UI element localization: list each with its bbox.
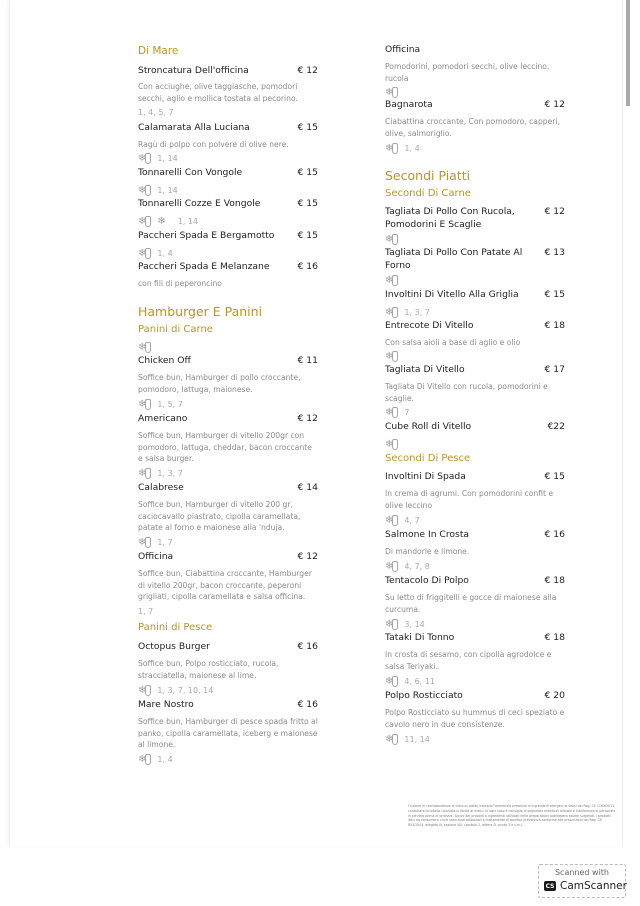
item-name: Octopus Burger bbox=[138, 641, 210, 652]
item-name: Officina bbox=[385, 44, 421, 55]
allergens bbox=[385, 618, 565, 630]
frozen-icon: ❄ bbox=[385, 307, 398, 318]
menu-item bbox=[138, 412, 318, 480]
allergens bbox=[385, 438, 565, 450]
item-price: € 12 bbox=[297, 413, 318, 424]
allergen-codes: 4, 6, 11 bbox=[404, 676, 435, 686]
frozen-icon: ❄ bbox=[138, 153, 151, 164]
camscanner-logo-icon: CS bbox=[545, 882, 555, 890]
camscanner-brand: CamScanner bbox=[560, 880, 627, 892]
frozen-icon: ❄ bbox=[138, 185, 151, 196]
allergen-codes: 1, 7 bbox=[157, 538, 173, 547]
allergens bbox=[385, 406, 565, 418]
allergen-codes: 1, 14 bbox=[177, 216, 199, 226]
menu-item bbox=[385, 288, 565, 318]
item-price: € 14 bbox=[297, 482, 318, 493]
item-price: € 15 bbox=[297, 198, 318, 209]
allergens bbox=[138, 684, 318, 696]
item-desc: Soffice bun, Hamburger di pollo croccante, pomodoro, lattuga, maionese. bbox=[138, 373, 301, 394]
frozen-icon: ❄ bbox=[138, 468, 151, 479]
item-price: € 12 bbox=[544, 206, 565, 217]
allergen-codes: 1, 4 bbox=[157, 755, 173, 764]
menu-item bbox=[385, 574, 565, 630]
item-name: Involtini Di Vitello Alla Griglia bbox=[385, 289, 519, 300]
camscanner-badge bbox=[538, 864, 626, 898]
item-desc: Soffice bun, Ciabattina croccante, Hamburger di vitello 200gr, bacon croccante, peperoni grigliati, cipolla caramellata e salsa officina. bbox=[138, 569, 312, 601]
allergens bbox=[138, 215, 318, 227]
menu-item bbox=[138, 354, 318, 410]
item-price: € 11 bbox=[297, 355, 318, 366]
item-price: € 12 bbox=[544, 99, 565, 110]
item-price: € 16 bbox=[297, 699, 318, 710]
item-desc: Pomodorini, pomodori secchi, olive leccino, rucola bbox=[385, 62, 550, 83]
allergen-codes: 3, 14 bbox=[404, 619, 425, 629]
menu-item bbox=[385, 470, 565, 526]
item-price: € 20 bbox=[544, 690, 565, 701]
allergens bbox=[385, 561, 565, 573]
item-price: € 15 bbox=[297, 122, 318, 133]
item-price: € 18 bbox=[544, 632, 565, 643]
menu-item bbox=[138, 550, 318, 618]
frozen-icon: ❄ bbox=[138, 342, 151, 353]
item-desc: Soffice bun, Polpo rosticciato, rucola, stracciatella, maionese al lime. bbox=[138, 659, 279, 680]
item-name: Stroncatura Dell'officina bbox=[138, 65, 249, 76]
allergens bbox=[138, 537, 318, 549]
menu-item bbox=[385, 98, 565, 154]
item-name: Tagliata Di Vitello bbox=[385, 364, 465, 375]
item-price: € 16 bbox=[297, 261, 318, 272]
item-desc: Soffice bun, Hamburger di vitello 200gr con pomodoro, lattuga, cheddar, bacon croccante e salsa burger. bbox=[138, 431, 312, 463]
item-name: Tagliata Di Pollo Con Rucola, Pomodorini E Scaglie bbox=[385, 206, 515, 230]
item-name: Bagnarota bbox=[385, 99, 433, 110]
allergens bbox=[385, 733, 565, 745]
item-price: € 15 bbox=[297, 167, 318, 178]
subsection-secondi-di-pesce: Secondi Di Pesce bbox=[385, 453, 471, 464]
menu-item bbox=[385, 631, 565, 687]
item-name: Americano bbox=[138, 413, 188, 424]
item-name: Tagliata Di Pollo Con Patate Al Forno bbox=[385, 247, 523, 271]
section-di-mare: Di Mare bbox=[138, 45, 179, 57]
allergens bbox=[138, 106, 318, 118]
allergens bbox=[138, 606, 318, 618]
item-price: € 16 bbox=[297, 641, 318, 652]
frozen-icon: ❄ bbox=[385, 87, 398, 98]
frozen-icon: ❄ bbox=[385, 561, 398, 572]
item-desc: Ciabattina croccante, Con pomodoro, capperi, olive, salmoriglio. bbox=[385, 117, 560, 138]
item-name: Tonnarelli Cozze E Vongole bbox=[138, 198, 261, 209]
frozen-icon: ❄ bbox=[385, 676, 398, 687]
frozen-icon: ❄ bbox=[385, 407, 398, 418]
allergens bbox=[385, 142, 565, 154]
item-name: Entrecote Di Vitello bbox=[385, 320, 474, 331]
frozen-icon: ❄ bbox=[385, 275, 398, 286]
allergens bbox=[138, 398, 318, 410]
subsection-panini-di-carne: Panini di Carne bbox=[138, 324, 213, 335]
section-hamburger-e-panini: Hamburger E Panini bbox=[138, 304, 263, 319]
item-desc: In crosta di sesamo, con cipolla agrodolce e salsa Teriyaki. bbox=[385, 650, 552, 671]
item-name: Calamarata Alla Luciana bbox=[138, 122, 250, 133]
allergen-codes: 1, 3, 7 bbox=[157, 469, 183, 478]
menu-item bbox=[385, 43, 565, 98]
menu-item bbox=[138, 481, 318, 549]
menu-item bbox=[138, 197, 318, 227]
section-secondi-piatti: Secondi Piatti bbox=[385, 168, 471, 183]
menu-item bbox=[138, 64, 318, 118]
frozen-icon: ❄ bbox=[138, 754, 151, 765]
allergens bbox=[138, 153, 318, 165]
frozen-icon: ❄ bbox=[138, 685, 151, 696]
item-name: Involtini Di Spada bbox=[385, 471, 466, 482]
item-price: € 15 bbox=[544, 471, 565, 482]
item-desc: Soffice bun, Hamburger di pesce spada fritto al panko, cipolla caramellata, iceberg e maionese al limone. bbox=[138, 717, 318, 749]
item-desc: Tagliata Di Vitello con rucola, pomodorini e scaglie. bbox=[385, 382, 548, 403]
subsection-secondi-di-carne: Secondi Di Carne bbox=[385, 188, 471, 199]
item-desc: con fili di peperoncino bbox=[138, 279, 222, 288]
item-price: € 16 bbox=[544, 529, 565, 540]
frozen-icon: ❄ bbox=[138, 248, 151, 259]
item-name: Mare Nostro bbox=[138, 699, 194, 710]
allergens bbox=[385, 351, 565, 363]
allergen-codes: 7 bbox=[404, 407, 410, 417]
allergen-codes: 1, 14 bbox=[157, 154, 178, 163]
allergen-codes: 1, 14 bbox=[157, 185, 178, 195]
allergen-codes: 1, 5, 7 bbox=[157, 399, 183, 409]
menu-item bbox=[385, 246, 565, 286]
item-desc: Con salsa aioli a base di aglio e olio bbox=[385, 338, 521, 347]
item-name: Tataki Di Tonno bbox=[385, 632, 455, 643]
menu-item bbox=[385, 319, 565, 363]
allergens bbox=[385, 274, 565, 286]
allergens bbox=[385, 306, 565, 318]
allergens bbox=[385, 86, 565, 98]
item-price: € 18 bbox=[544, 320, 565, 331]
item-name: Salmone In Crosta bbox=[385, 529, 470, 540]
menu-item bbox=[138, 229, 318, 259]
scanned-with-label: Scanned with bbox=[554, 868, 610, 877]
item-name: Tonnarelli Con Vongole bbox=[138, 167, 243, 178]
frozen-icon: ❄ bbox=[385, 515, 398, 526]
menu-item bbox=[138, 121, 318, 165]
item-price: €22 bbox=[547, 421, 565, 432]
item-price: € 12 bbox=[297, 551, 318, 562]
allergen-codes: 1, 7 bbox=[138, 607, 154, 616]
menu-item bbox=[385, 205, 565, 245]
allergen-codes: 4, 7 bbox=[404, 515, 420, 525]
item-price: € 17 bbox=[544, 364, 565, 375]
item-name: Paccheri Spada E Melanzane bbox=[138, 261, 270, 272]
item-price: € 13 bbox=[544, 247, 565, 258]
item-name: Cube Roll di Vitello bbox=[385, 421, 472, 432]
allergen-codes: 1, 4 bbox=[157, 248, 173, 258]
frozen-icon: ❄ bbox=[385, 619, 398, 630]
menu-item bbox=[385, 420, 565, 450]
menu-item bbox=[138, 166, 318, 196]
item-desc: Ragù di polpo con polvere di olive nere. bbox=[138, 140, 289, 149]
item-desc: In crema di agrumi. Con pomodorini confit e olive leccino bbox=[385, 489, 554, 510]
scrollbar[interactable] bbox=[626, 0, 630, 106]
item-name: Paccheri Spada E Bergamotto bbox=[138, 230, 275, 241]
allergen-codes: 1, 3, 7 bbox=[404, 307, 430, 317]
item-name: Calabrese bbox=[138, 482, 184, 493]
frozen-icon: ❄ bbox=[385, 143, 398, 154]
allergens bbox=[385, 514, 565, 526]
item-name: Officina bbox=[138, 551, 174, 562]
allergen-codes: 1, 4, 5, 7 bbox=[138, 107, 174, 117]
menu-item bbox=[385, 689, 565, 745]
menu-item bbox=[138, 260, 318, 290]
frozen-icon: ❄ bbox=[385, 734, 398, 745]
subsection-panini-di-pesce: Panini di Pesce bbox=[138, 622, 213, 633]
menu-item bbox=[385, 528, 565, 573]
item-price: € 12 bbox=[297, 65, 318, 76]
frozen-icon: ❄ bbox=[138, 399, 151, 410]
allergen-codes: 1, 3, 7, 10, 14 bbox=[157, 685, 214, 695]
allergen-codes: 4, 7, 8 bbox=[404, 562, 430, 571]
menu-item bbox=[138, 640, 318, 696]
allergens bbox=[385, 675, 565, 687]
allergens bbox=[385, 233, 565, 245]
allergens bbox=[138, 754, 318, 766]
allergen-legal-note: I numeri in corrispondenza di ciascun piatto indicano l'eventuale presenza di ingredienti allergeni ai sensi del Reg. CE 1169/2011; consultare la tabella riportata in fondo al menu. In ogni caso è consiglia di segnalare eventuali allergie o intolleranze al personale in servizio prima di ordinare. Alcuni dei prodotti o ingredienti utilizzati nelle preparazioni potrebbero essere surgelati. I prodotti ittici da consumarsi crudi sono stati sottoposti a trattamento di bonifica preventiva conforme alle prescrizioni del Reg. CE 853/2004, allegato III, sezione VIII, capitolo 3, lettera D, punto 3 e s.m.i. bbox=[408, 804, 616, 828]
item-desc: Polpo Rosticciato su hummus di ceci speziato e cavolo nero in due consistenze. bbox=[385, 708, 565, 729]
menu-item bbox=[138, 698, 318, 766]
frozen-icon: ❄ bbox=[138, 537, 151, 548]
item-name: Polpo Rosticciato bbox=[385, 690, 463, 701]
snowflake-icon: ❄ bbox=[157, 215, 166, 227]
item-desc: Su letto di friggitelli e gocce di maionese alla curcuma. bbox=[385, 593, 557, 614]
frozen-icon: ❄ bbox=[385, 234, 398, 245]
item-price: € 18 bbox=[544, 575, 565, 586]
allergen-codes: 1, 4 bbox=[404, 143, 420, 153]
item-price: € 15 bbox=[297, 230, 318, 241]
allergen-codes: 11, 14 bbox=[404, 734, 430, 744]
allergens bbox=[138, 247, 318, 259]
allergens bbox=[138, 341, 318, 353]
item-name: Chicken Off bbox=[138, 355, 191, 366]
frozen-icon: ❄ bbox=[138, 216, 151, 227]
item-price: € 15 bbox=[544, 289, 565, 300]
item-name: Tentacolo Di Polpo bbox=[385, 575, 469, 586]
frozen-icon: ❄ bbox=[385, 439, 398, 450]
menu-item bbox=[385, 363, 565, 418]
allergens bbox=[138, 184, 318, 196]
item-desc: Soffice bun, Hamburger di vitello 200 gr, caciocavallo piastrato, cipolla caramellata, patate al forno e maionese alla 'nduja. bbox=[138, 500, 301, 532]
allergens bbox=[138, 468, 318, 480]
item-desc: Con acciughe, olive taggiasche, pomodori secchi, aglio e mollica tostata al pecorino. bbox=[138, 82, 298, 103]
item-desc: Di mandorle e limone. bbox=[385, 547, 470, 556]
frozen-icon: ❄ bbox=[385, 351, 398, 362]
